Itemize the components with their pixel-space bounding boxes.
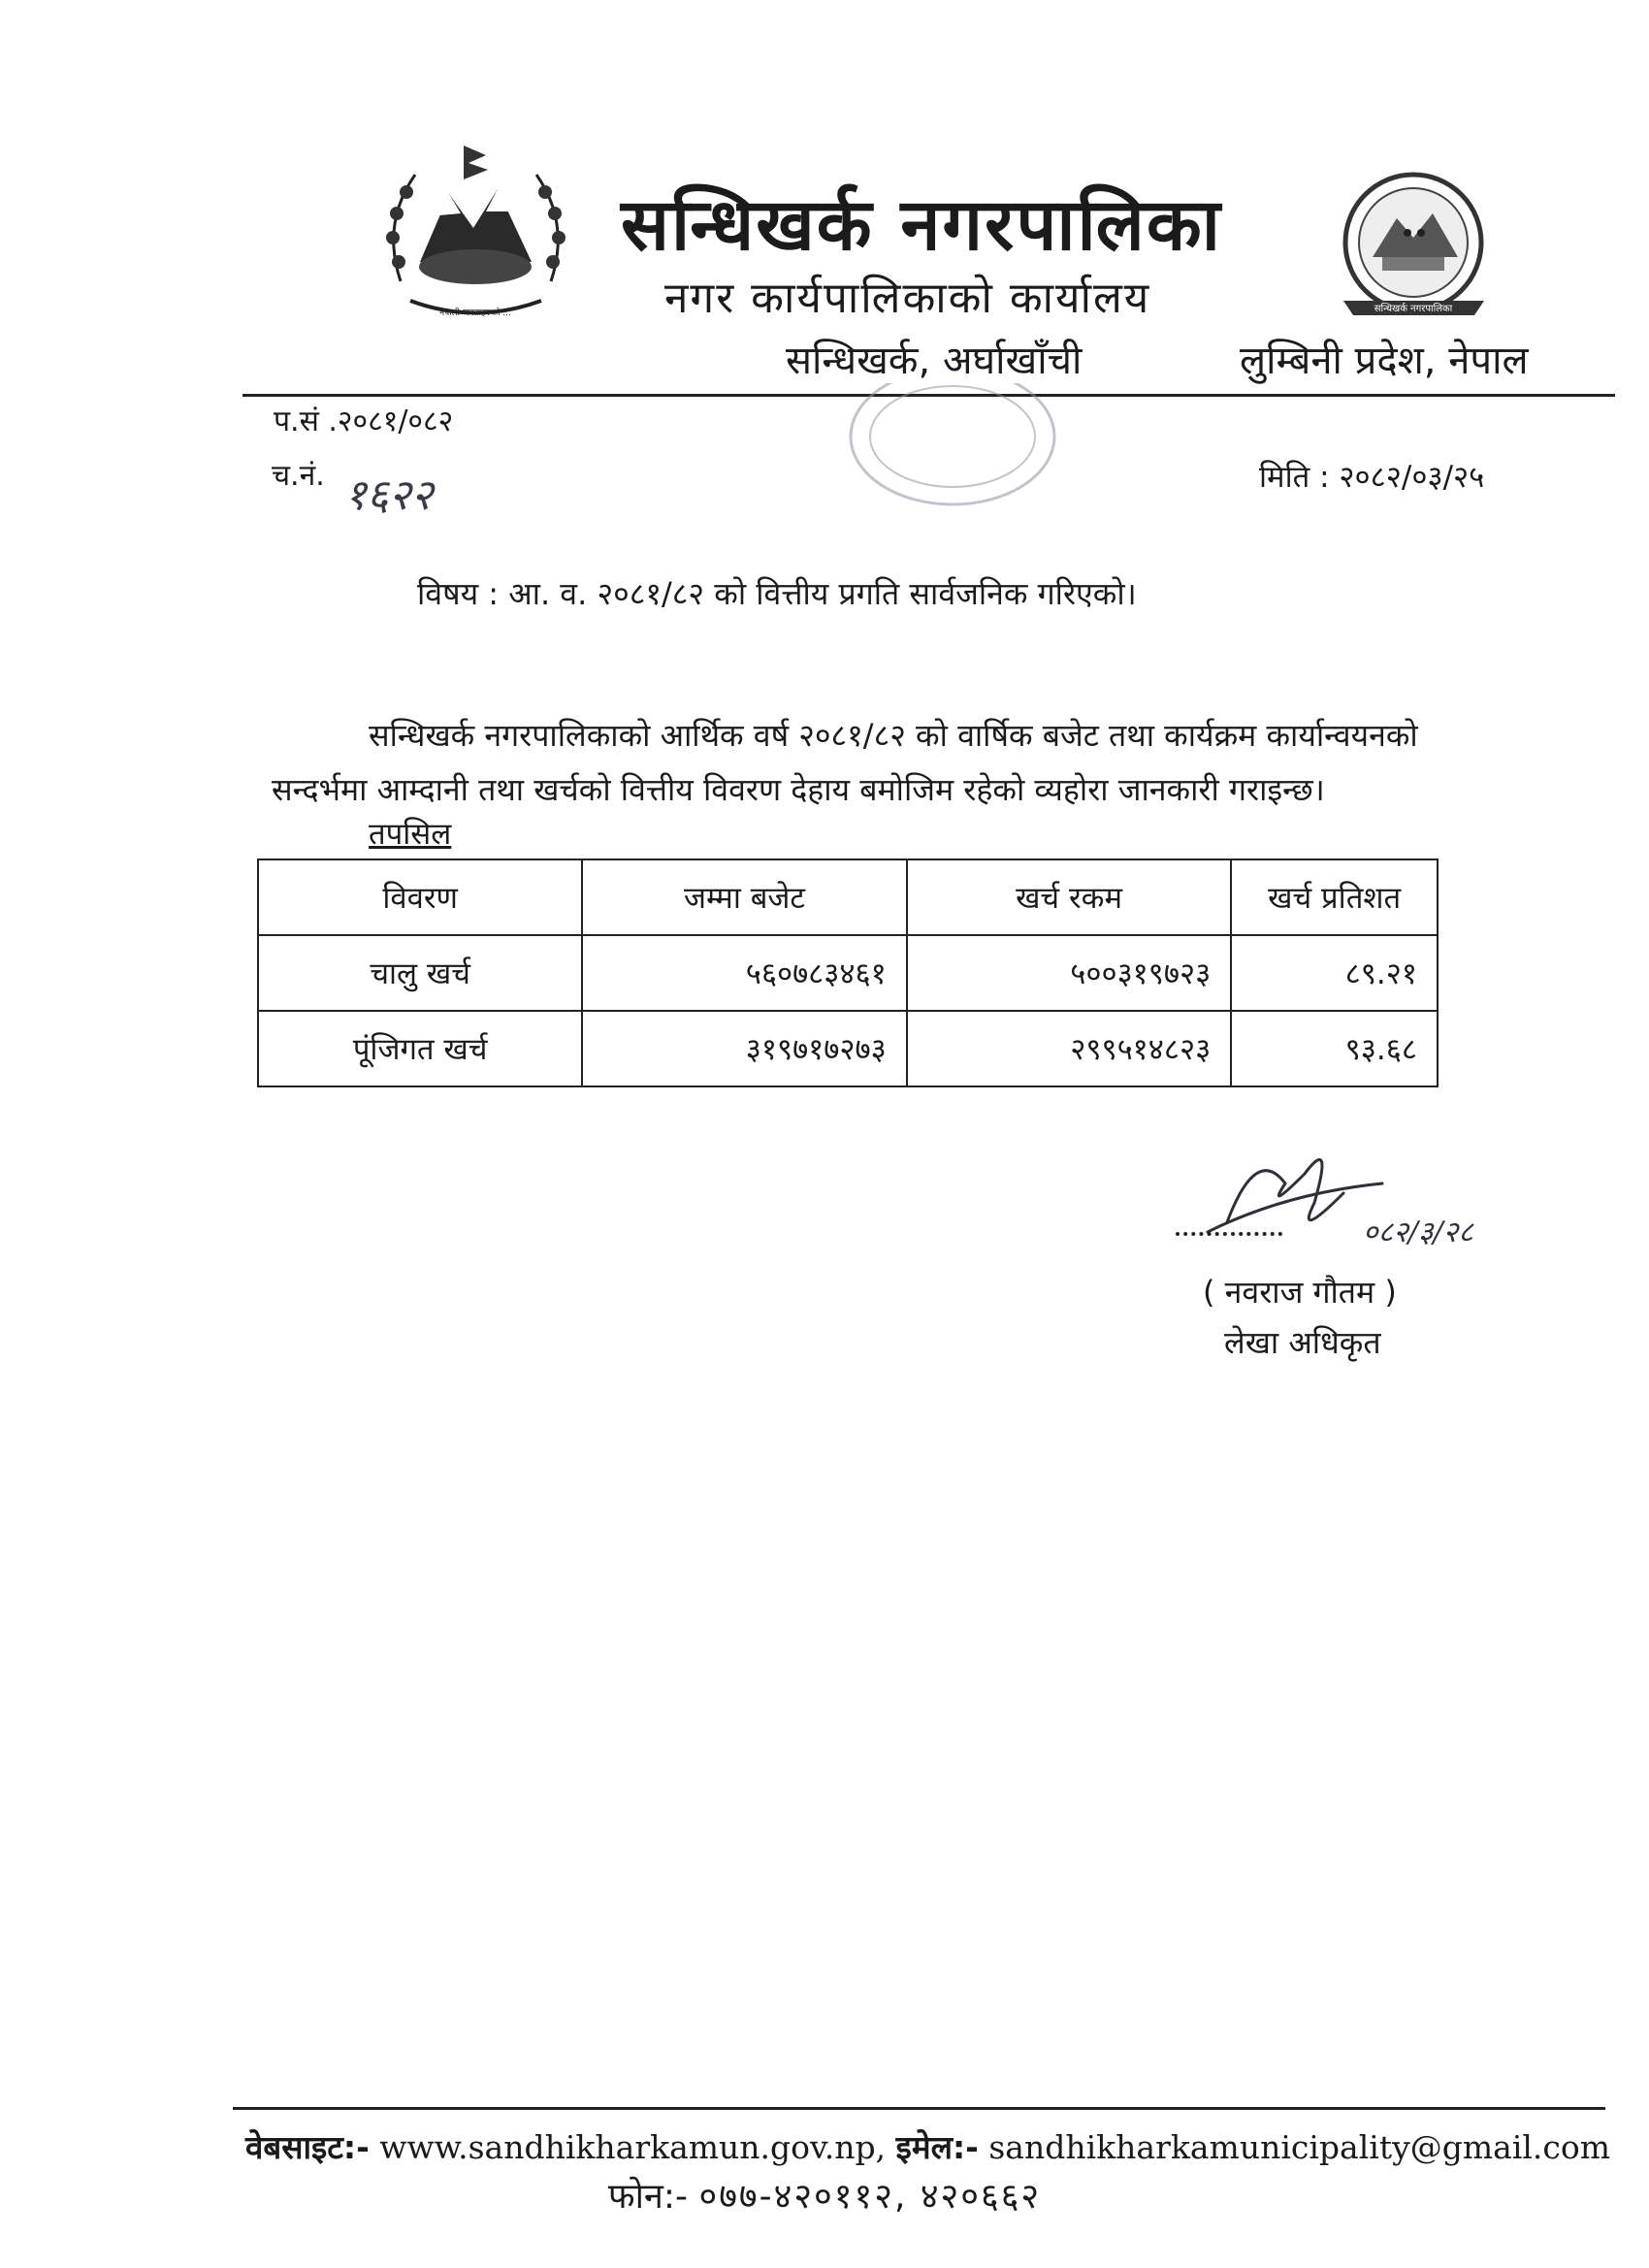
details-heading: तपसिल [369,817,452,852]
body-paragraph: सन्धिखर्क नगरपालिकाको आर्थिक वर्ष २०८१/८२ को वार्षिक बजेट तथा कार्यक्रम कार्यान्वयनको सन्दर्भमा आम्दानी तथा खर्चको वित्तीय विवरण देहाय बमोजिम रहेको व्यहोरा जानकारी गराइन्छ। [272,717,1418,808]
signature-date: ०८२/३/२८ [1363,1215,1473,1249]
table-cell: पूंजिगत खर्च [258,1011,582,1086]
table-header-row [258,859,1438,935]
dispatch-number: १६२२ [344,470,434,520]
email-label: इमेल:- [895,2128,979,2166]
footer-phone-line [0,2171,1649,2219]
letter-date: मिति : २०८२/०३/२५ [1259,460,1485,495]
office-address-district: सन्धिखर्क, अर्घाखाँची [786,339,1083,383]
office-stamp-icon [844,383,1062,509]
table-row [258,935,1438,1011]
nepal-emblem-logo [372,136,580,330]
footer-divider [233,2107,1605,2110]
table-row [258,1011,1438,1086]
footer-contact-line [245,2124,1610,2168]
phone-number: ०७७-४२०११२, ४२०६६२ [698,2177,1042,2217]
table-cell: ८९.२१ [1231,935,1438,1011]
table-cell: २९९५१४८२३ [907,1011,1232,1086]
email-link[interactable]: sandhikharkamunicipality@gmail.com [988,2128,1611,2166]
website-link[interactable]: www.sandhikharkamun.gov.np, [379,2128,887,2166]
signatory-designation: लेखा अधिकृत [1224,1324,1381,1361]
municipality-seal-logo [1314,165,1513,330]
website-label: वेबसाइट:- [245,2128,370,2166]
letter-subject: विषय : आ. व. २०८१/८२ को वित्तीय प्रगति सार्वजनिक गरिएको। [417,575,1137,612]
signature-icon [1169,1125,1508,1271]
column-header: विवरण [258,859,582,935]
letter-body [272,708,1479,817]
table-cell: ९३.६८ [1231,1011,1438,1086]
signature-line [1176,1232,1282,1236]
column-header: खर्च रकम [907,859,1232,935]
table-cell: ५००३१९७२३ [907,935,1232,1011]
office-title: सन्धिखर्क नगरपालिका [621,183,1222,267]
dispatch-number-label: च.नं. [272,459,325,493]
table-cell: चालु खर्च [258,935,582,1011]
reference-number: प.सं .२०८१/०८२ [274,405,454,438]
table-cell: ५६०७८३४६१ [582,935,907,1011]
office-subtitle: नगर कार्यपालिकाको कार्यालय [664,274,1151,323]
column-header: खर्च प्रतिशत [1231,859,1438,935]
table-cell: ३१९७१७२७३ [582,1011,907,1086]
phone-label: फोन:- [607,2177,689,2217]
column-header: जम्मा बजेट [582,859,907,935]
seal-ribbon-text: सन्धिखर्क नगरपालिका [1374,304,1453,314]
financial-progress-table [257,859,1439,1087]
emblem-motto: नेपाली जनताहरुको ... [439,308,511,318]
office-address-province: लुम्बिनी प्रदेश, नेपाल [1240,339,1529,383]
signatory-name: ( नवराज गौतम ) [1203,1274,1397,1311]
